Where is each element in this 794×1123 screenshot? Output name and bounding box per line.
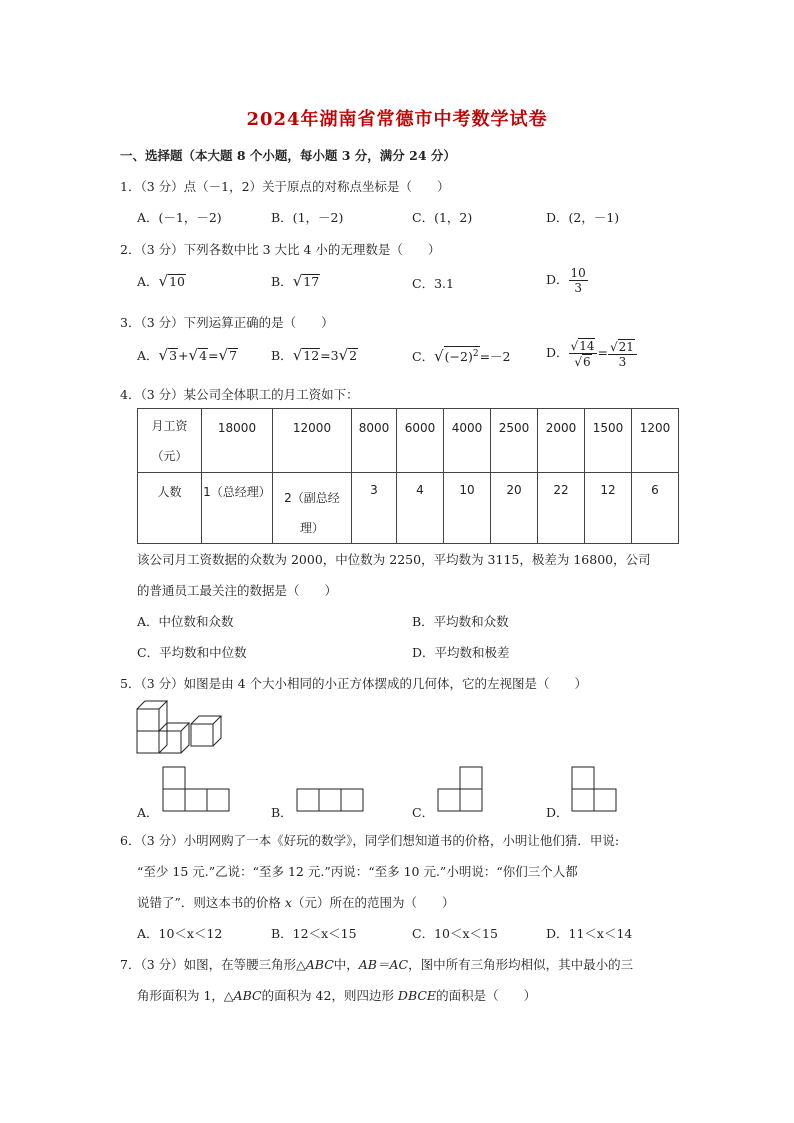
table-cell: 22 — [538, 473, 585, 544]
q4-text-1: 该公司月工资数据的众数为 2000，中位数为 2250，平均数为 3115，极差为 16800，公司 — [137, 552, 651, 567]
q5-option-c-figure — [437, 766, 483, 812]
table-cell: 1200 — [632, 409, 679, 473]
q1-option-a: A．(－1，－2) — [137, 210, 222, 225]
q5-option-c: C． — [412, 805, 435, 820]
table-cell: 3 — [352, 473, 397, 544]
table-cell: 8000 — [352, 409, 397, 473]
q5-option-d: D． — [546, 805, 569, 820]
table-header-count: 人数 — [138, 473, 202, 544]
table-row — [138, 473, 679, 544]
table-cell: 20 — [491, 473, 538, 544]
table-cell: 2000 — [538, 409, 585, 473]
q4-option-c: C．平均数和中位数 — [137, 645, 247, 660]
q4-option-d: D．平均数和极差 — [412, 645, 510, 660]
q6-line-1: 6．（3 分）小明网购了一本《好玩的数学》，同学们想知道书的价格，小明让他们猜．甲说: — [120, 833, 620, 848]
sqrt-symbol: √ — [292, 272, 303, 290]
q6-option-c: C．10＜x＜15 — [412, 926, 498, 941]
q2-option-a — [137, 272, 186, 290]
table-cell: 4000 — [444, 409, 491, 473]
q6-option-a: A．10＜x＜12 — [137, 926, 223, 941]
q1-option-c: C．(1，2) — [412, 210, 473, 225]
table-cell: 2（副总经 理） — [273, 473, 352, 544]
q2-b-label: B． — [271, 274, 293, 289]
q4-text-2: 的普通员工最关注的数据是（ ） — [137, 583, 338, 598]
q2-b-radicand: 17 — [303, 274, 320, 289]
q2-option-c: C．3.1 — [412, 276, 454, 291]
table-cell: 18000 — [202, 409, 273, 473]
q2-a-radicand: 10 — [169, 274, 185, 289]
q5-option-b-figure — [296, 788, 364, 812]
q3-option-c: C．$√(-2)^2=-2$ — [412, 347, 511, 366]
q3-stem: 3．（3 分）下列运算正确的是（ ） — [120, 315, 334, 330]
q2-d-fraction: $\frac{10}{3}$ — [570, 266, 586, 295]
q5-option-a: A． — [137, 805, 159, 820]
section-heading: 一、选择题（本大题 8 个小题，每小题 3 分，满分 24 分） — [120, 148, 456, 163]
q2-option-b — [271, 272, 320, 290]
q3-option-d: D． $\frac{√14}{√6}$ = $\frac{√21}{3}$ — [546, 338, 637, 369]
q1-option-d: D．(2，－1) — [546, 210, 620, 225]
table-cell: 1500 — [585, 409, 632, 473]
q4-option-b: B．平均数和众数 — [412, 614, 509, 629]
table-cell: 6000 — [397, 409, 444, 473]
q6-line-2: “至少 15 元.”乙说：“至多 12 元.”丙说：“至多 10 元.”小明说：“你们三个人都 — [137, 864, 578, 879]
q4-stem: 4．（3 分）某公司全体职工的月工资如下： — [120, 387, 359, 402]
sqrt-symbol: √ — [158, 272, 169, 290]
table-row — [138, 409, 679, 473]
q6-line-3: 说错了”．则这本书的价格 x（元）所在的范围为（ ） — [137, 895, 455, 910]
table-cell: 1（总经理） — [202, 473, 273, 544]
q5-option-b: B． — [271, 805, 293, 820]
q6-option-b: B．12＜x＜15 — [271, 926, 357, 941]
cube-solid-figure — [136, 700, 228, 756]
q2-stem: 2．（3 分）下列各数中比 3 大比 4 小的无理数是（ ） — [120, 242, 441, 257]
q1-option-b: B．(1，－2) — [271, 210, 344, 225]
q6-option-d: D．11＜x＜14 — [546, 926, 633, 941]
q5-stem: 5．（3 分）如图是由 4 个大小相同的小正方体摆成的几何体，它的左视图是（ ） — [120, 676, 588, 691]
q7-line-2: 角形面积为 1，△ABC的面积为 42，则四边形 DBCE的面积是（ ） — [137, 988, 537, 1003]
page-title: 2024年湖南省常德市中考数学试卷 — [246, 109, 548, 130]
q5-option-a-figure — [162, 766, 230, 812]
q4-option-a: A．中位数和众数 — [137, 614, 234, 629]
q5-option-d-figure — [571, 766, 617, 812]
table-cell: 6 — [632, 473, 679, 544]
q3-option-a: A．√3+√4=√7 — [137, 346, 238, 364]
table-cell: 12 — [585, 473, 632, 544]
q1-stem: 1．（3 分）点（－1，2）关于原点的对称点坐标是（ ） — [120, 179, 450, 194]
table-cell: 12000 — [273, 409, 352, 473]
table-cell: 10 — [444, 473, 491, 544]
table-header-salary: 月工资 （元） — [138, 409, 202, 473]
table-cell: 4 — [397, 473, 444, 544]
q2-a-label: A． — [137, 274, 159, 289]
salary-table — [137, 408, 679, 544]
q2-option-d — [546, 266, 588, 295]
q7-line-1: 7．（3 分）如图，在等腰三角形△ABC中，AB＝AC，图中所有三角形均相似，其中最小的三 — [120, 957, 634, 972]
q2-d-label: D． — [546, 272, 569, 287]
table-cell: 2500 — [491, 409, 538, 473]
q3-option-b: B．√12=3√2 — [271, 346, 358, 364]
